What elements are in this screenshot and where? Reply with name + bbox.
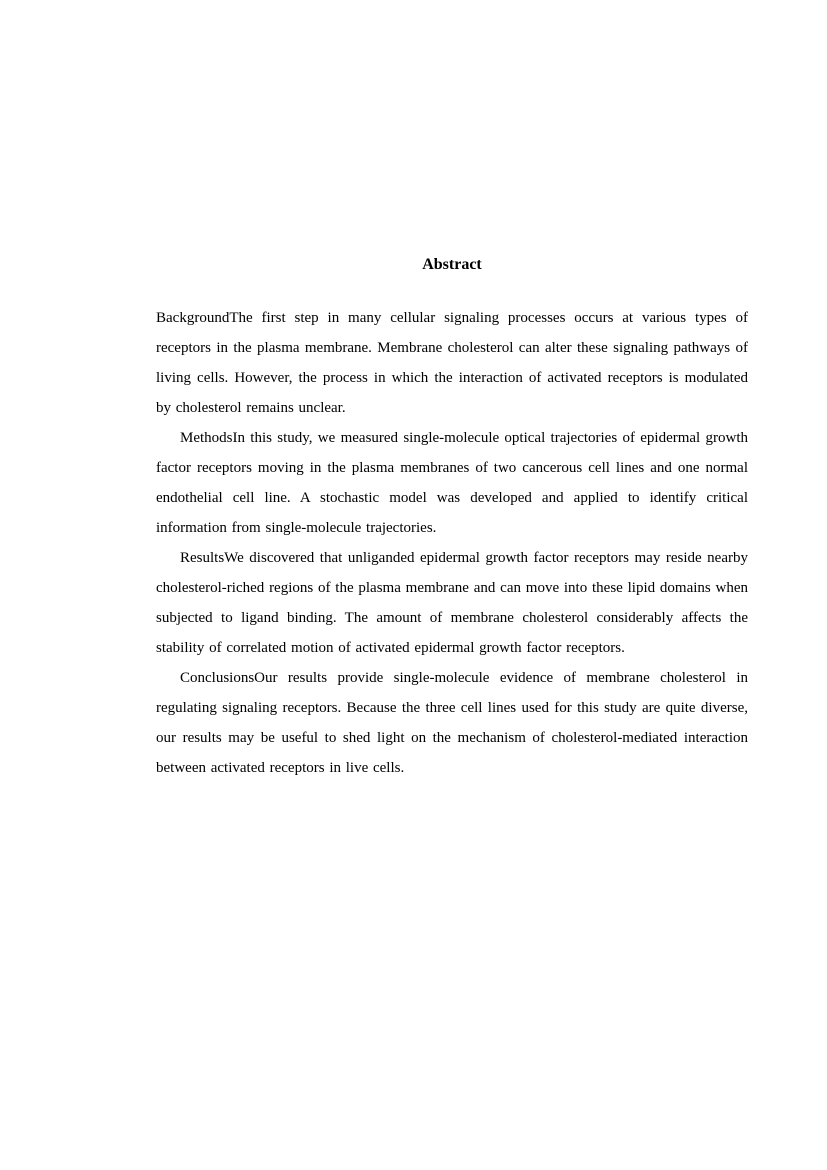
paragraph-methods: MethodsIn this study, we measured single-molecule optical trajectories of epidermal growth factor receptors moving in the plasma membranes of two cancerous cell lines and one normal endothelial cell line. A stochastic model was developed and applied to identify critical information from single-molecule trajectories.: [156, 430, 748, 536]
paragraph-background: BackgroundThe first step in many cellular signaling processes occurs at various types of receptors in the plasma membrane. Membrane cholesterol can alter these signaling pathways of living cells. However, the process in which the interaction of activated receptors is modulated by cholesterol remains unclear.: [156, 310, 748, 416]
abstract-section: [156, 253, 748, 783]
abstract-heading: Abstract: [422, 256, 482, 273]
paragraph-conclusions: ConclusionsOur results provide single-molecule evidence of membrane cholesterol in regulating signaling receptors. Because the three cell lines used for this study are quite diverse, our results may be useful to shed light on the mechanism of cholesterol-mediated interaction between activated receptors in live cells.: [156, 670, 748, 776]
paragraph-results: ResultsWe discovered that unliganded epidermal growth factor receptors may reside nearby cholesterol-riched regions of the plasma membrane and can move into these lipid domains when subjected to ligand binding. The amount of membrane cholesterol considerably affects the stability of correlated motion of activated epidermal growth factor receptors.: [156, 550, 748, 656]
